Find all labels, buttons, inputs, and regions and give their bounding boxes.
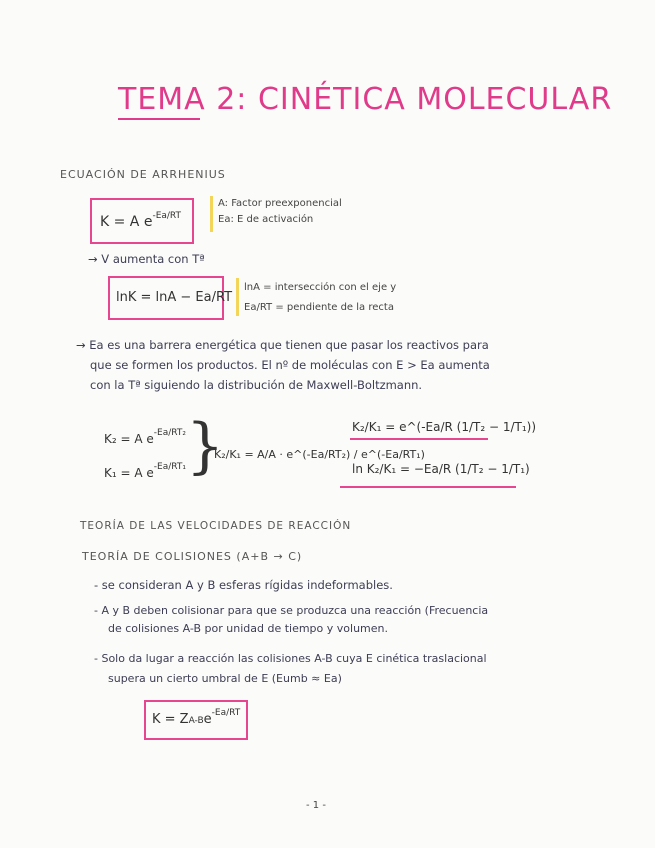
- highlight-bar: [236, 278, 239, 316]
- log-formula: lnK = lnA − Ea/RT: [116, 290, 233, 305]
- k1-formula: K₁ = A $e^{-Ea/RT_1}$: [104, 462, 186, 480]
- arrhenius-heading: ECUACIÓN DE ARRHENIUS: [60, 168, 226, 181]
- highlight-bar: [210, 196, 213, 232]
- bullet-item: - se consideran A y B esferas rígidas indeformables.: [94, 578, 393, 592]
- page-title: TEMA 2: CINÉTICA MOLECULAR: [118, 82, 613, 117]
- collision-formula: $K = ZA-Be^{-Ea/RT}$: [152, 708, 241, 727]
- bullet-item: - A y B deben colisionar para que se produzca una reacción (Frecuencia: [94, 604, 489, 617]
- legend-slope: Ea/RT = pendiente de la recta: [244, 302, 394, 313]
- theories-heading: TEORÍA DE LAS VELOCIDADES DE REACCIÓN: [80, 520, 352, 532]
- title-underline: [118, 118, 200, 120]
- result-log: ln K₂/K₁ = −Ea/R (1/T₂ − 1/T₁): [352, 462, 530, 476]
- legend-lna: lnA = intersección con el eje y: [244, 282, 397, 293]
- paragraph-line: que se formen los productos. El nº de moléculas con E > Ea aumenta: [90, 358, 490, 372]
- bullet-item: - Solo da lugar a reacción las colisiones A-B cuya E cinética traslacional: [94, 652, 487, 665]
- k2-formula: K₂ = A $e^{-Ea/RT_2}$: [104, 428, 186, 446]
- ratio-formula: K₂/K₁ = A/A · e^(-Ea/RT₂) / e^(-Ea/RT₁): [214, 448, 425, 461]
- temperature-note: → V aumenta con Tª: [88, 252, 205, 266]
- brace-symbol: }: [186, 411, 225, 481]
- bullet-item-continued: de colisiones A-B por unidad de tiempo y volumen.: [108, 622, 388, 635]
- legend-a: A: Factor preexponencial: [218, 198, 342, 209]
- page-number: - 1 -: [306, 800, 326, 811]
- result-underline: [350, 438, 488, 440]
- legend-ea: Ea: E de activación: [218, 214, 314, 225]
- arrhenius-formula: K = A $e^{-Ea/RT}$: [100, 211, 182, 230]
- paragraph-line: → Ea es una barrera energética que tienen que pasar los reactivos para: [76, 338, 489, 352]
- bullet-item-continued: supera un cierto umbral de E (Eumb ≈ Ea): [108, 672, 342, 685]
- result-exponential: K₂/K₁ = e^(-Ea/R (1/T₂ − 1/T₁)): [352, 420, 537, 434]
- paragraph-line: con la Tª siguiendo la distribución de Maxwell-Boltzmann.: [90, 378, 423, 392]
- result-underline: [340, 486, 516, 488]
- collision-theory-heading: TEORÍA DE COLISIONES (A+B → C): [82, 550, 303, 563]
